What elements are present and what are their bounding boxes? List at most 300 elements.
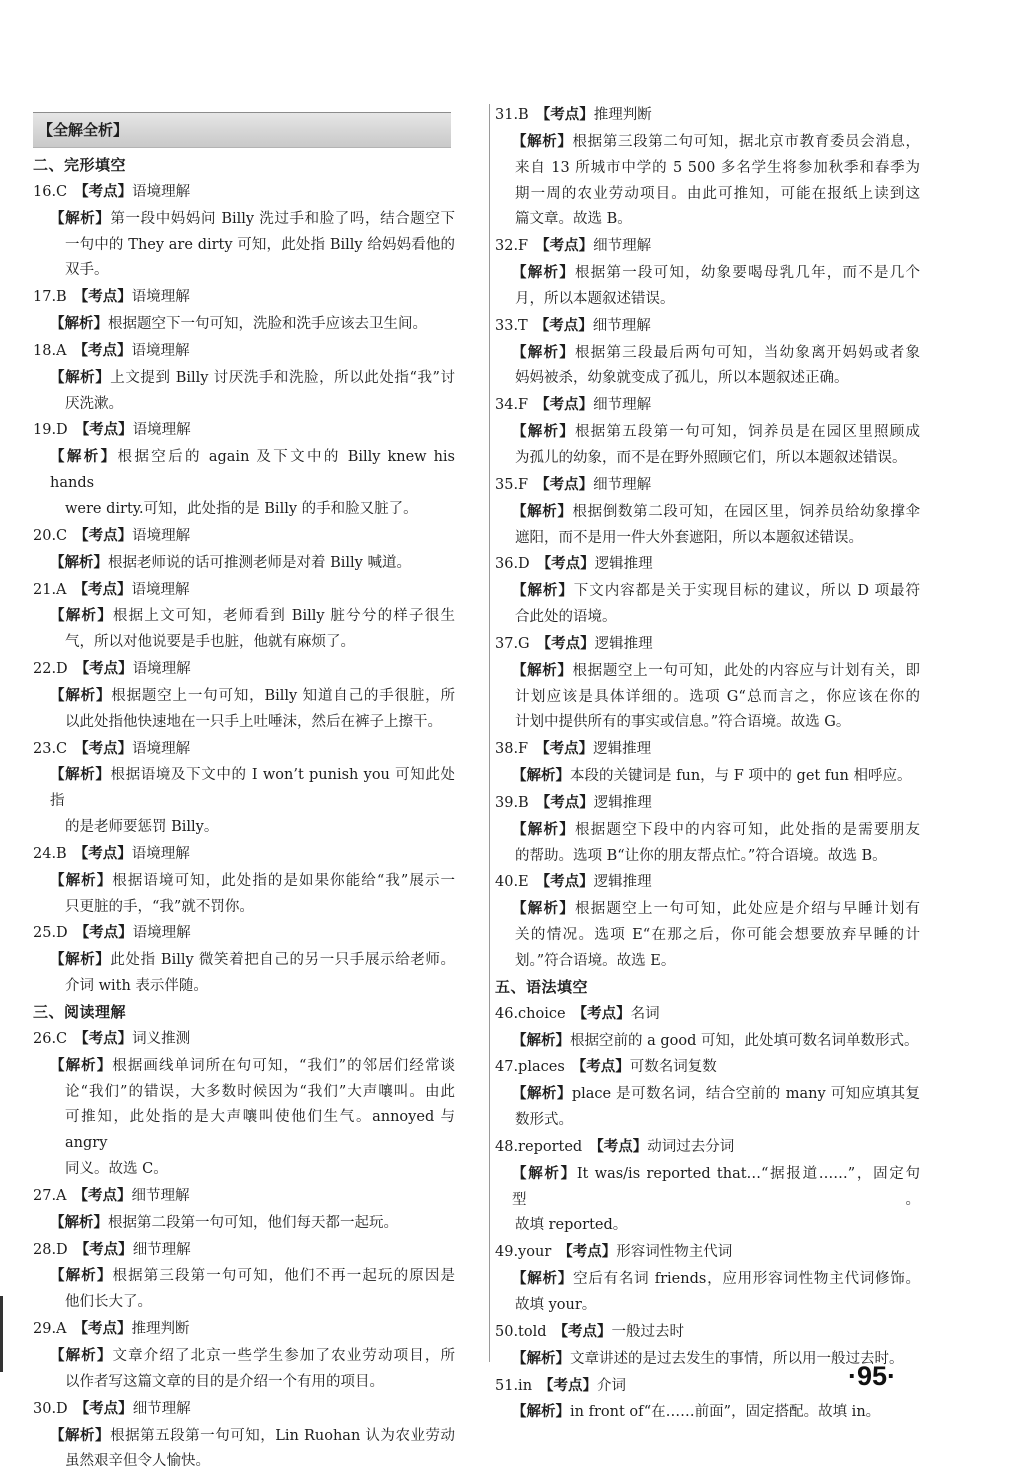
topic-tag: 【考点】 [553, 1322, 612, 1340]
explanation-label: 【解析】 [50, 686, 112, 704]
section-heading: 三、阅读理解 [33, 1003, 127, 1021]
answer-item [33, 736, 455, 841]
topic-tag: 【考点】 [535, 475, 594, 493]
explanation-text: 根据题空下一句可知，洗脸和洗手应该去卫生间。 [108, 316, 427, 333]
explanation [495, 578, 920, 631]
explanation-text: 计划中提供所有的事实或信息。”符合语境。故选 G。 [515, 714, 851, 731]
topic-tag: 【考点】 [74, 660, 133, 678]
topic-tag: 【考点】 [558, 1243, 617, 1261]
explanation [495, 419, 920, 472]
explanation-line [65, 1370, 455, 1396]
explanation-text: 文章介绍了北京一些学生参加了农业劳动项目，所 [112, 1347, 456, 1364]
answer-item [495, 1054, 920, 1134]
answer-item [495, 313, 920, 393]
explanation-text: 为孤儿的幼象，而不是在野外照顾它们，所以本题叙述错误。 [515, 449, 907, 466]
explanation-label: 【解析】 [512, 1031, 570, 1049]
right-column [495, 102, 920, 1426]
explanation-text: 根据第五段第一句可知，Lin Ruohan 认为农业劳动 [110, 1427, 456, 1444]
explanation-line [515, 1213, 920, 1239]
explanation-label: 【解析】 [50, 209, 111, 227]
topic-text: 推理判断 [593, 107, 652, 123]
answer-number: 20.C [33, 527, 68, 544]
answer-number: 30.D [33, 1400, 68, 1417]
answer-item-header [33, 179, 455, 206]
explanation-label: 【解析】 [512, 661, 573, 679]
topic-text: 语境理解 [132, 527, 191, 544]
explanation-text: 根据老师说的话可推测老师是对着 Billy 喊道。 [108, 554, 411, 571]
explanation-text: 根据语境及下文中的 I won’t punish you 可知此处指 [50, 767, 456, 810]
explanation-text: 的是老师要惩罚 Billy。 [65, 819, 219, 836]
explanation-text: 一句中的 They are dirty 可知，此处指 Billy 给妈妈看他的 [65, 236, 455, 253]
topic-tag: 【考点】 [571, 1058, 630, 1076]
explanation-line [512, 499, 920, 526]
explanation-text: 根据第二段第一句可知，他们每天都一起玩。 [108, 1214, 398, 1231]
explanation-line [50, 947, 455, 974]
explanation-text: 只更脏的手，“我”就不罚你。 [65, 898, 254, 915]
topic-text: 语境理解 [132, 740, 191, 757]
answer-item [495, 551, 920, 631]
answer-number: 32.F [495, 238, 529, 255]
answer-number: 33.T [495, 317, 528, 334]
explanation [33, 444, 455, 523]
explanation-text: 根据第三段第一句可知，他们不再一起玩的原因是 [112, 1268, 456, 1285]
explanation-line [512, 763, 920, 790]
explanation-label: 【解析】 [50, 951, 111, 969]
explanation-text: 根据题空上一句可知，Billy 知道自己的手很脏，所 [111, 687, 456, 704]
explanation-text: 根据第五段第一句可知，饲养员是在园区里照顾成 [574, 424, 921, 441]
answer-item-header [495, 392, 920, 419]
explanation [33, 603, 455, 656]
answer-item [33, 1026, 455, 1183]
explanation-line [50, 1210, 455, 1237]
explanation-label: 【解析】 [512, 582, 574, 600]
explanation [495, 1028, 920, 1055]
answer-number: 47.places [495, 1059, 565, 1076]
explanation-label: 【解析】 [50, 871, 113, 889]
section-banner: 【全解全析】 [33, 112, 451, 148]
explanation-line [50, 1053, 455, 1080]
explanation-line [512, 578, 920, 605]
topic-text: 一般过去时 [611, 1323, 685, 1340]
explanation-line [50, 1343, 455, 1370]
topic-tag: 【考点】 [73, 341, 132, 359]
answer-item-header [33, 656, 455, 683]
explanation [495, 129, 920, 233]
topic-text: 细节理解 [593, 397, 652, 414]
explanation [33, 311, 455, 338]
answer-item [495, 1001, 920, 1055]
explanation-text: 篇文章。故选 B。 [515, 211, 632, 228]
answer-number: 19.D [33, 422, 68, 439]
explanation-text: 计划应该是具体详细的。选项 G“总而言之，你应该在你的 [515, 688, 920, 705]
explanation-text: in front of“在……前面”，固定搭配。故填 in。 [570, 1404, 881, 1421]
explanation-text: 根据第三段第二句可知，据北京市教育委员会消息， [572, 133, 921, 150]
explanation-label: 【解析】 [50, 448, 118, 466]
explanation-label: 【解析】 [512, 502, 573, 520]
answer-item-header [495, 233, 920, 260]
explanation-line [50, 762, 455, 815]
topic-text: 逻辑推理 [593, 794, 652, 811]
explanation-text: 空后有名词 friends，应用形容词性物主代词修饰。 [573, 1271, 921, 1288]
explanation-text: 根据空前的 a good 可知，此处填可数名词单数形式。 [570, 1032, 919, 1049]
topic-text: 细节理解 [131, 1187, 190, 1204]
answer-item [33, 577, 455, 657]
explanation-text: 论“我们”的错误，大多数时候因为“我们”大声嚷叫。由此 [65, 1083, 455, 1100]
explanation-label: 【解析】 [512, 1349, 570, 1367]
explanation-label: 【解析】 [50, 368, 111, 386]
explanation-line [512, 419, 920, 446]
explanation-line [512, 1161, 920, 1214]
explanation-text: 根据画线单词所在句可知，“我们”的邻居们经常谈 [112, 1057, 456, 1074]
answer-number: 39.B [495, 794, 529, 811]
topic-tag: 【考点】 [536, 634, 595, 652]
answer-item [495, 1239, 920, 1319]
answer-number: 46.choice [495, 1005, 566, 1022]
section-heading: 五、语法填空 [495, 977, 589, 996]
explanation-line [65, 815, 455, 841]
topic-text: 逻辑推理 [594, 635, 653, 652]
topic-tag: 【考点】 [73, 288, 132, 306]
explanation-label: 【解析】 [512, 1403, 570, 1421]
explanation-line [512, 1399, 920, 1426]
explanation-line [50, 683, 455, 710]
answer-number: 28.D [33, 1241, 68, 1258]
topic-tag: 【考点】 [74, 182, 133, 200]
answer-item [495, 869, 920, 974]
explanation-text: were dirty.可知，此处指的是 Billy 的手和脸又脏了。 [65, 500, 418, 517]
answer-number: 25.D [33, 925, 68, 942]
explanation-text: 数形式。 [515, 1112, 573, 1129]
explanation-line [65, 974, 455, 1000]
explanation-line [50, 1263, 455, 1290]
explanation-text: 虽然艰辛但令人愉快。 [65, 1453, 210, 1470]
answer-item-header [33, 417, 455, 444]
explanation-text: 此处指 Billy 微笑着把自己的另一只手展示给老师。 [110, 952, 455, 969]
answer-item-header [495, 1239, 920, 1266]
explanation-line [65, 1290, 455, 1316]
answer-item-header [33, 1316, 455, 1343]
explanation-text: 故填 your。 [515, 1296, 597, 1313]
explanation-text: 同义。故选 C。 [65, 1161, 168, 1178]
topic-tag: 【考点】 [534, 316, 593, 334]
answer-item [33, 1183, 455, 1237]
explanation-label: 【解析】 [50, 1267, 113, 1285]
answer-number: 22.D [33, 661, 68, 678]
topic-tag: 【考点】 [74, 924, 133, 942]
explanation-label: 【解析】 [512, 264, 575, 282]
explanation [495, 817, 920, 870]
answer-item-header [33, 1396, 455, 1423]
explanation-line [515, 287, 920, 313]
explanation-line [515, 1293, 920, 1319]
explanation-text: 气，所以对他说要是手也脏，他就有麻烦了。 [65, 634, 355, 651]
topic-text: 细节理解 [132, 1241, 191, 1258]
answer-item-header [495, 1054, 920, 1081]
explanation [33, 550, 455, 577]
explanation-label: 【解析】 [50, 1346, 113, 1364]
explanation-text: 文章讲述的是过去发生的事情，所以用一般过去时。 [570, 1350, 904, 1367]
answer-number: 48.reported [495, 1138, 583, 1155]
explanation-line [50, 365, 455, 392]
topic-text: 逻辑推理 [593, 874, 652, 891]
page-number: ·95· [848, 1361, 897, 1391]
topic-tag: 【考点】 [536, 555, 595, 573]
topic-text: 语境理解 [131, 342, 190, 359]
explanation-line [512, 896, 920, 923]
topic-text: 语境理解 [132, 925, 191, 942]
answer-item-header [495, 472, 920, 499]
topic-text: 语境理解 [131, 581, 190, 598]
explanation-text: 妈妈被杀，幼象就变成了孤儿，所以本题叙述正确。 [515, 370, 849, 387]
explanation-line [50, 1423, 455, 1450]
answer-item-header [33, 284, 455, 311]
answer-number: 31.B [495, 107, 529, 123]
answer-item-header [495, 790, 920, 817]
answer-item [33, 417, 455, 522]
explanation-line [512, 817, 920, 844]
topic-tag: 【考点】 [535, 873, 594, 891]
explanation-line [65, 895, 455, 921]
explanation-line [65, 630, 455, 656]
column-divider [489, 104, 490, 1362]
explanation-text: 根据题空上一句可知，此处的内容应与计划有关，即 [572, 662, 921, 679]
answer-item-header [33, 577, 455, 604]
section-heading: 二、完形填空 [33, 156, 127, 174]
explanation-line [515, 844, 920, 870]
explanation [495, 1399, 920, 1426]
explanation-text: 关的情况。选项 E“在那之后，你可能会想要放弃早睡的计 [515, 927, 920, 944]
explanation-label: 【解析】 [50, 315, 108, 333]
topic-tag: 【考点】 [74, 1399, 133, 1417]
answer-item-header [495, 1134, 920, 1161]
explanation-line [515, 685, 920, 711]
answer-item [33, 1316, 455, 1396]
topic-tag: 【考点】 [74, 421, 133, 439]
explanation-text: 本段的关键词是 fun，与 F 项中的 get fun 相呼应。 [570, 768, 912, 785]
explanation-line [512, 1081, 920, 1108]
answer-item [495, 233, 920, 313]
explanation-line [515, 366, 920, 392]
answer-item-header [495, 869, 920, 896]
answer-number: 26.C [33, 1030, 68, 1047]
answer-number: 49.your [495, 1244, 552, 1261]
explanation [33, 683, 455, 736]
answer-item [495, 631, 920, 736]
explanation-text: 以作者写这篇文章的目的是介绍一个有用的项目。 [65, 1373, 384, 1390]
explanation-text: 介词 with 表示伴随。 [65, 978, 208, 995]
answer-item [33, 1237, 455, 1317]
explanation-line [65, 1157, 455, 1183]
topic-tag: 【考点】 [73, 844, 132, 862]
answer-number: 17.B [33, 289, 67, 306]
explanation-label: 【解析】 [512, 900, 575, 918]
explanation-text: 根据空后的 again 及下文中的 Billy knew his hands [50, 449, 455, 492]
explanation [33, 365, 455, 418]
topic-text: 语境理解 [132, 422, 191, 439]
explanation-text: It was/is reported that…“据报道……”，固定句型。 [512, 1165, 920, 1208]
explanation-line [515, 526, 920, 552]
explanation-text: 来自 13 所城市中学的 5 500 多名学生将参加秋季和春季为 [515, 159, 920, 176]
topic-tag: 【考点】 [74, 1029, 133, 1047]
explanation-line [50, 311, 455, 338]
explanation-line [515, 182, 920, 208]
explanation [33, 206, 455, 285]
explanation [33, 868, 455, 921]
explanation-text: 以此处指他快速地在一只手上吐唾沫，然后在裤子上擦干。 [65, 713, 442, 730]
topic-text: 细节理解 [592, 317, 651, 334]
answer-number: 23.C [33, 740, 68, 757]
explanation-text: 合此处的语境。 [515, 609, 617, 626]
answer-item-header [495, 1319, 920, 1346]
topic-tag: 【考点】 [74, 739, 133, 757]
explanation-label: 【解析】 [512, 1085, 572, 1103]
topic-tag: 【考点】 [535, 237, 594, 255]
explanation-label: 【解析】 [512, 343, 575, 361]
explanation-text: 根据第三段最后两句可知，当幼象离开妈妈或者象 [574, 344, 921, 361]
explanation-line [65, 258, 455, 284]
topic-tag: 【考点】 [535, 793, 594, 811]
answer-item-header [33, 736, 455, 763]
answer-item-header [33, 1237, 455, 1264]
explanation [33, 762, 455, 841]
explanation-line [515, 605, 920, 631]
explanation [33, 1210, 455, 1237]
explanation-text: place 是可数名词，结合空前的 many 可知应填其复 [571, 1086, 920, 1103]
explanation [33, 1263, 455, 1316]
explanation-text: 上文提到 Billy 讨厌洗手和洗脸，所以此处指“我”讨 [110, 369, 455, 386]
topic-text: 逻辑推理 [593, 741, 652, 758]
explanation-label: 【解析】 [50, 766, 111, 784]
answer-item [33, 920, 455, 1000]
explanation [495, 763, 920, 790]
explanation-text: 期一周的农业劳动项目。由此可推知，可能在报纸上读到这 [515, 185, 920, 202]
explanation-line [65, 392, 455, 418]
explanation-line [512, 260, 920, 287]
explanation-line [512, 1028, 920, 1055]
explanation-line [515, 446, 920, 472]
answer-number: 36.D [495, 556, 530, 573]
answer-item-header [33, 523, 455, 550]
topic-tag: 【考点】 [572, 1004, 631, 1022]
explanation-line [65, 233, 455, 259]
answer-item-header [33, 920, 455, 947]
scan-edge-mark [0, 1296, 3, 1372]
answer-item-header [495, 736, 920, 763]
explanation-text: 故填 reported。 [515, 1217, 628, 1234]
topic-tag: 【考点】 [535, 396, 594, 414]
topic-text: 形容词性物主代词 [616, 1244, 733, 1261]
explanation-label: 【解析】 [512, 1270, 574, 1288]
topic-text: 语境理解 [131, 289, 190, 306]
topic-text: 语境理解 [132, 661, 191, 678]
explanation-line [65, 1080, 455, 1106]
answer-item-header [495, 631, 920, 658]
explanation [495, 260, 920, 313]
topic-text: 推理判断 [131, 1321, 190, 1338]
answer-item [495, 736, 920, 790]
explanation-line [515, 949, 920, 975]
topic-text: 语境理解 [132, 183, 191, 200]
explanation-text: 他们长大了。 [65, 1294, 152, 1311]
answer-item-header [33, 338, 455, 365]
answer-item [495, 472, 920, 552]
answer-number: 50.told [495, 1323, 547, 1340]
answer-number: 16.C [33, 183, 68, 200]
answer-number: 34.F [495, 397, 529, 414]
topic-text: 细节理解 [593, 476, 652, 493]
topic-text: 语境理解 [131, 845, 190, 862]
explanation [495, 1266, 920, 1319]
answer-number: 29.A [33, 1321, 67, 1338]
explanation-line [515, 1108, 920, 1134]
topic-text: 名词 [630, 1005, 660, 1022]
explanation-text: 根据题空下段中的内容可知，此处指的是需要朋友 [574, 821, 921, 838]
explanation-text: 第一段中妈妈问 Billy 洗过手和脸了吗，结合题空下 [110, 210, 455, 227]
explanation-line [50, 550, 455, 577]
explanation-label: 【解析】 [512, 132, 573, 150]
explanation-label: 【解析】 [50, 607, 113, 625]
answer-number: 24.B [33, 845, 67, 862]
explanation-text: 根据语境可知，此处指的是如果你能给“我”展示一 [112, 872, 456, 889]
answer-number: 35.F [495, 476, 529, 493]
explanation [495, 1081, 920, 1134]
explanation-line [50, 603, 455, 630]
topic-tag: 【考点】 [535, 106, 594, 123]
topic-text: 细节理解 [593, 238, 652, 255]
left-column [33, 153, 455, 1475]
answer-item [495, 1134, 920, 1239]
topic-tag: 【考点】 [539, 1376, 598, 1394]
explanation-text: 根据上文可知，老师看到 Billy 脏兮兮的样子很生 [112, 608, 455, 625]
answer-number: 27.A [33, 1187, 67, 1204]
explanation-text: 根据题空上一句可知，此处应是介绍与早睡计划有 [574, 901, 921, 918]
topic-text: 介词 [597, 1377, 627, 1394]
explanation [495, 658, 920, 737]
explanation-line [512, 1266, 920, 1293]
explanation-line [50, 444, 455, 497]
explanation-label: 【解析】 [512, 767, 570, 785]
explanation-label: 【解析】 [50, 1056, 113, 1074]
explanation-text: 的帮助。选项 B“让你的朋友帮点忙。”符合语境。故选 B。 [515, 847, 887, 864]
answer-item [33, 656, 455, 736]
explanation-line [515, 207, 920, 233]
answer-item-header [33, 841, 455, 868]
answer-number: 51.in [495, 1377, 533, 1394]
explanation-label: 【解析】 [512, 1164, 577, 1182]
explanation-text: 遮阳，而不是用一件大外套遮阳，所以本题叙述错误。 [515, 529, 863, 546]
answer-item [33, 179, 455, 284]
answer-item-header [33, 1183, 455, 1210]
explanation-label: 【解析】 [512, 423, 575, 441]
explanation [33, 1053, 455, 1183]
explanation-line [65, 1449, 455, 1475]
answer-item [495, 102, 920, 233]
explanation [495, 340, 920, 393]
topic-text: 细节理解 [132, 1400, 191, 1417]
explanation-text: 下文内容都是关于实现目标的建议，所以 D 项最符 [573, 583, 921, 600]
explanation-line [512, 658, 920, 685]
explanation-label: 【解析】 [512, 820, 575, 838]
answer-item-header [33, 1026, 455, 1053]
explanation [495, 896, 920, 975]
explanation [33, 1343, 455, 1396]
topic-tag: 【考点】 [589, 1137, 648, 1155]
explanation-line [50, 206, 455, 233]
answer-item-header [495, 102, 920, 129]
explanation-text: 根据第一段可知，幼象要喝母乳几年，而不是几个 [574, 265, 921, 282]
answer-number: 18.A [33, 342, 67, 359]
explanation-text: 划。”符合语境。故选 E。 [515, 953, 676, 969]
